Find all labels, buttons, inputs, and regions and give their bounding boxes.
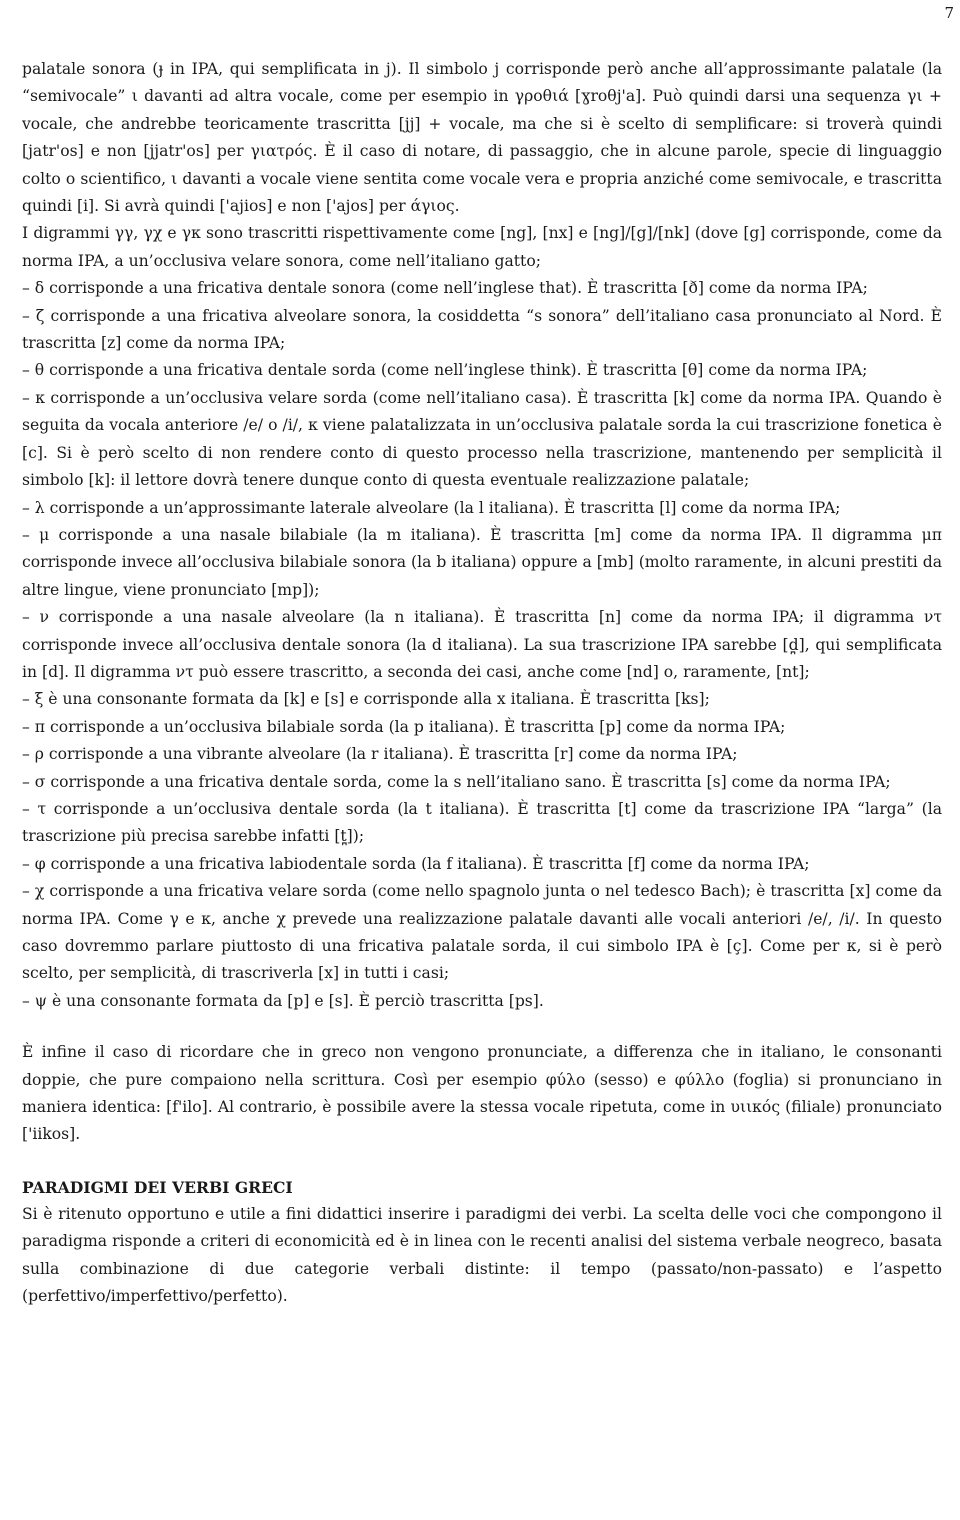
list-item: – κ corrisponde a un’occlusiva velare sorda (come nell’italiano casa). È trascritta [k] come da norma IPA. Quando è seguita da vocala anteriore /e/ o /i/, κ viene palatalizzata in un’occlusiva palatale sorda la cui trascrizione fonetica è [c]. Si è però scelto di non rendere conto di questo processo nella trascrizione, mantenendo per semplicità il simbolo [k]: il lettore dovrà tenere dunque conto di questa eventuale realizzazione palatale;	[22, 388, 942, 490]
paragraph-verb-paradigms: Si è ritenuto opportuno e utile a fini didattici inserire i paradigmi dei verbi. La scelta delle voci che compongono il paradigma risponde a criteri di economicità ed è in linea con le recenti analisi del sistema verbale neogreco, basata sulla combinazione di due categorie verbali distinte: il tempo (passato/non-passato) e l’aspetto (perfettivo/imperfettivo/perfetto).	[22, 1204, 942, 1306]
page-content	[22, 56, 942, 1310]
list-item: – φ corrisponde a una fricativa labiodentale sorda (la f italiana). È trascritta [f] come da norma IPA;	[22, 854, 810, 873]
paragraph-digraphs: I digrammi γγ, γχ e γκ sono trascritti rispettivamente come [ng], [nx] e [ng]/[g]/[nk] (dove [g] corrisponde, come da norma IPA, a un’occlusiva velare sonora, come nell’italiano gatto;	[22, 224, 942, 270]
list-item: – τ corrisponde a un’occlusiva dentale sorda (la t italiana). È trascritta [t] come da trascrizione IPA “larga” (la trascrizione più precisa sarebbe infatti [t̪]);	[22, 799, 942, 846]
list-item: – ζ corrisponde a una fricativa alveolare sonora, la cosiddetta “s sonora” dell’italiano casa pronunciato al Nord. È trascritta [z] come da norma IPA;	[22, 306, 942, 353]
list-item: – λ corrisponde a un’approssimante laterale alveolare (la l italiana). È trascritta [l] come da norma IPA;	[22, 498, 841, 517]
list-item: – ρ corrisponde a una vibrante alveolare (la r italiana). È trascritta [r] come da norma IPA;	[22, 745, 738, 764]
section-heading: PARADIGMI DEI VERBI GRECI	[22, 1177, 293, 1197]
paragraph-double-consonants: È infine il caso di ricordare che in greco non vengono pronunciate, a differenza che in italiano, le consonanti doppie, che pure compaiono nella scrittura. Così per esempio φύλο (sesso) e φύλλο (foglia) si pronunciano in maniera identica: [f'ilo]. Al contrario, è possibile avere la stessa vocale ripetuta, come in υιικός (filiale) pronunciato ['iikos].	[22, 1043, 942, 1144]
list-item: – χ corrisponde a una fricativa velare sorda (come nello spagnolo junta o nel tedesco Bach); è trascritta [x] come da norma IPA. Come γ e κ, anche χ prevede una realizzazione palatale davanti alle vocali anteriori /e/, /i/. In questo caso dovremmo parlare piuttosto di una fricativa palatale sorda, il cui simbolo IPA è [ç]. Come per κ, si è però scelto, per semplicità, di trascriverla [x] in tutti i casi;	[22, 882, 942, 983]
list-item: – μ corrisponde a una nasale bilabiale (la m italiana). È trascritta [m] come da norma IPA. Il digramma μπ corrisponde invece all’occlusiva bilabiale sonora (la b italiana) oppure a [mb] (molto raramente, in alcuni prestiti da altre lingue, viene pronunciato [mp]);	[22, 525, 942, 599]
list-item: – σ corrisponde a una fricativa dentale sorda, come la s nell’italiano sano. È trascritta [s] come da norma IPA;	[22, 772, 891, 791]
list-item: – ψ è una consonante formata da [p] e [s]. È perciò trascritta [ps].	[22, 991, 544, 1010]
page-number: 7	[944, 4, 954, 22]
list-item: – π corrisponde a un’occlusiva bilabiale sorda (la p italiana). È trascritta [p] come da norma IPA;	[22, 717, 786, 736]
list-item: – θ corrisponde a una fricativa dentale sorda (come nell’inglese think). È trascritta [θ] come da norma IPA;	[22, 361, 868, 380]
list-item: – ξ è una consonante formata da [k] e [s] e corrisponde alla x italiana. È trascritta [ks];	[22, 690, 710, 709]
list-item: – δ corrisponde a una fricativa dentale sonora (come nell’inglese that). È trascritta [ð] come da norma IPA;	[22, 279, 868, 298]
consonant-list	[22, 275, 942, 1015]
paragraph-palatal: palatale sonora (ɟ in IPA, qui semplificata in j). Il simbolo j corrisponde però anche all’approssimante palatale (la “semivocale” ι davanti ad altra vocale, come per esempio in γροθιά [ɣroθj'a]. Può quindi darsi una sequenza γι + vocale, che andrebbe teoricamente trascritta [jj] + vocale, ma che si è scelto di semplificare: si troverà quindi [jatr'os] e non [jjatr'os] per γιατρός. È il caso di notare, di passaggio, che in alcune parole, specie di linguaggio colto o scientifico, ι davanti a vocale viene sentita come vocale vera e propria anziché come semivocale, e trascritta quindi [i]. Si avrà quindi ['ajios] e non ['ajos] per άγιος.	[22, 60, 942, 216]
list-item: – ν corrisponde a una nasale alveolare (la n italiana). È trascritta [n] come da norma IPA; il digramma ντ corrisponde invece all’occlusiva dentale sonora (la d italiana). La sua trascrizione IPA sarebbe [d̪], qui semplificata in [d]. Il digramma ντ può essere trascritto, a seconda dei casi, anche come [nd] o, raramente, [nt];	[22, 608, 942, 681]
